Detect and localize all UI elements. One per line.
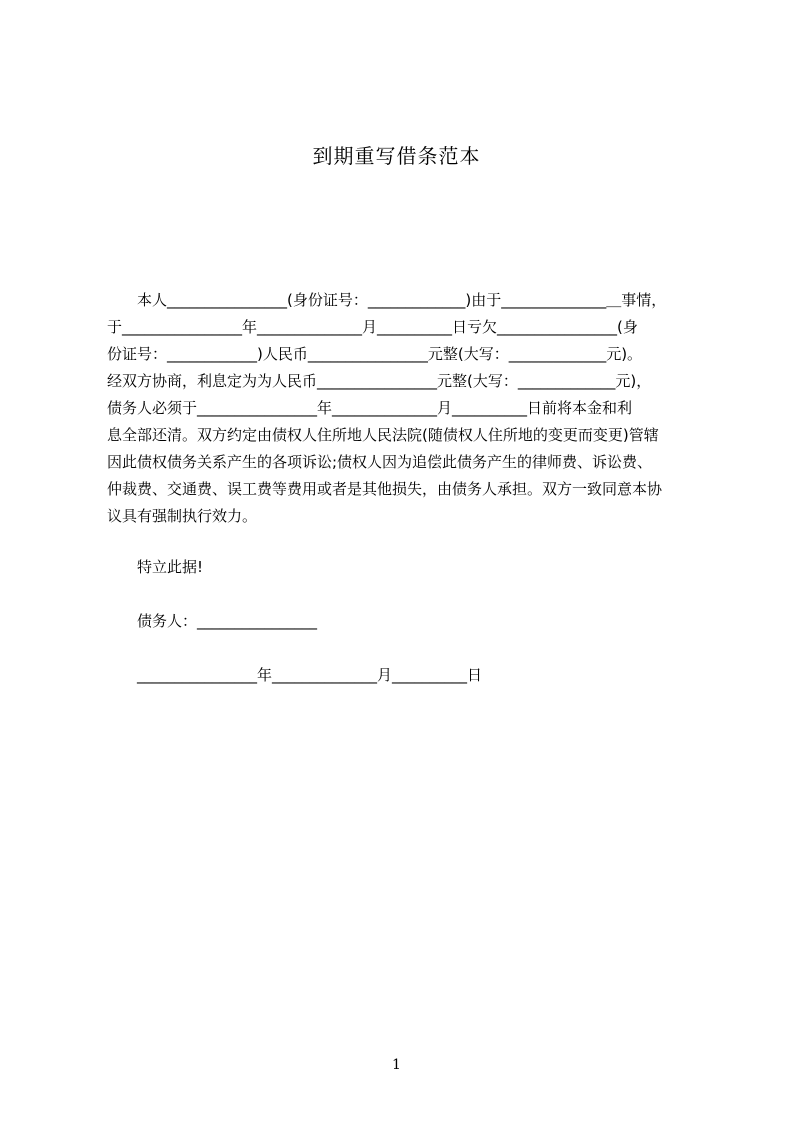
body-line-5: 债务人必须于________________年______________月__________日前将本金和利 <box>107 399 633 417</box>
debtor-signature-line: 债务人：________________ <box>107 612 318 630</box>
closing-statement: 特立此据! <box>107 558 204 576</box>
page-number: 1 <box>392 1057 401 1073</box>
body-line-3: 份证号：____________)人民币________________元整(大写：_____________元)。 <box>107 345 643 363</box>
body-line-7: 因此债权债务关系产生的各项诉讼;债权人因为追偿此债务产生的律师费、诉讼费、 <box>107 453 653 471</box>
document-title: 到期重写借条范本 <box>312 144 481 168</box>
body-line-4: 经双方协商，利息定为为人民币________________元整(大写：_____________元)， <box>107 372 652 390</box>
body-line-6: 息全部还清。双方约定由债权人住所地人民法院(随债权人住所地的变更而变更)管辖 <box>107 426 659 444</box>
body-line-9: 议具有强制执行效力。 <box>107 507 258 525</box>
body-line-2: 于________________年______________月__________日亏欠________________(身 <box>107 318 638 336</box>
date-line: ________________年______________月__________日 <box>107 666 483 684</box>
body-line-8: 仲裁费、交通费、误工费等费用或者是其他损失，由债务人承担。双方一致同意本协 <box>107 480 663 498</box>
body-line-1: 本人________________(身份证号：_____________)由于______________＿事情， <box>107 291 667 309</box>
